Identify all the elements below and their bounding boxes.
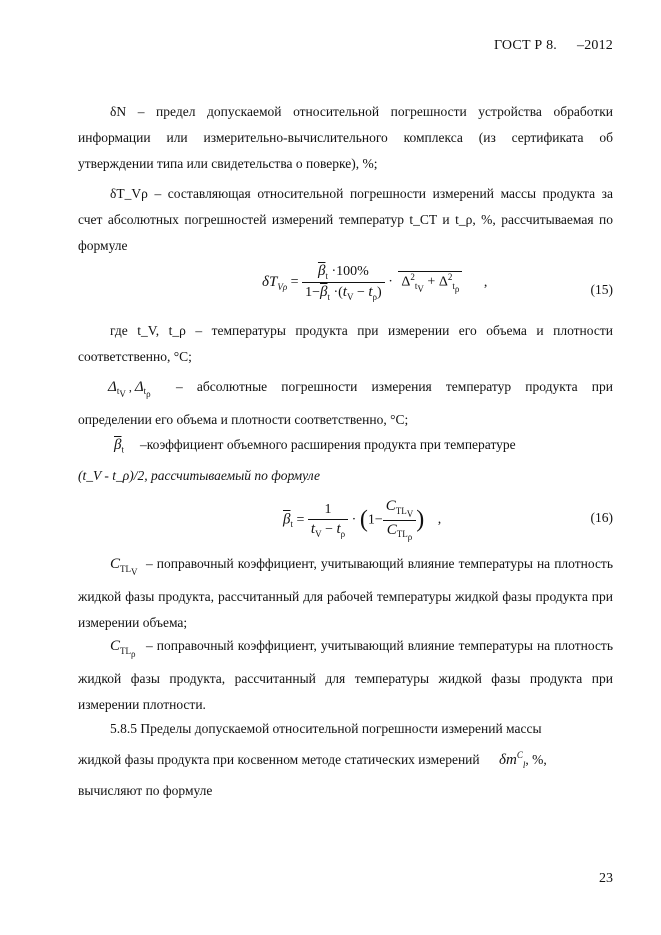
header-year: –2012 xyxy=(577,38,613,53)
paragraph-delta-n: δN – предел допускаемой относительной погрешности устройства обработки информации или измерительно-вычислительного комплекса (из сертификата об утверждении типа или свидетельства о поверке), %; xyxy=(78,104,613,171)
delta-symbols: $\Delta_{t_V}$ , $\Delta_{t_\rho}$ xyxy=(108,379,151,400)
document-header xyxy=(494,38,613,54)
ctlv-symbol: $C_{TL_V}$ xyxy=(110,556,138,577)
paragraph-ctlv: $C_{TL_V}-$ поправочный коэффициент, учитывающий влияние температуры на плотность жидкой фазы продукта, рассчитанный для рабочей температуры жидкой фазы продукта при измерении объема; xyxy=(78,551,613,636)
paragraph-5-8-5: 5.8.5 Пределы допускаемой относительной погрешности измерений массы жидкой фазы продукта при косвенном методе статических измерений $\delta m^C_l$, %, вычисляют по формуле xyxy=(78,721,547,798)
formula-15-number: (15) xyxy=(590,282,613,297)
paragraph-delta-abs: $\Delta_{t_V}$ , $\Delta_{t_\rho}-$ абсолютные погрешности измерения температур продукта при определении его объема и плотности соответственно, °С; xyxy=(78,374,613,433)
paragraph-beta: $\overline{\beta}_t$ –коэффициент объемного расширения продукта при температуре (t_V - t_ρ)/2, рассчитываемый по формуле xyxy=(78,432,613,489)
paragraph-temperatures: где t_V, t_ρ – температуры продукта при измерении его объема и плотности соответственно, °С; xyxy=(78,323,613,364)
beta-symbol: $\overline{\beta}_t$ xyxy=(114,437,124,455)
ctlp-symbol: $C_{TL_\rho}$ xyxy=(110,638,136,659)
paragraph-ctlp: $C_{TL_\rho}-$ поправочный коэффициент, учитывающий влияние температуры на плотность жидкой фазы продукта, рассчитанный для температуры жидкой фазы продукта при измерении плотности. xyxy=(78,633,613,718)
page-number: 23 xyxy=(599,871,613,886)
delta-m-symbol: $\delta m^C_l$ xyxy=(499,750,526,770)
paragraph-delta-t: δT_Vρ – составляющая относительной погрешности измерений массы продукта за счет абсолютных погрешностей измерений температур t_CT и t_ρ, %, рассчитываемая по формуле xyxy=(78,186,613,253)
formula-16: $\overline{\beta}_t$ = $\frac{1}{t_V - t_\rho}$ · (1− $\frac{C_{TL_V}}{C_{TL_\rho}}$ ) , xyxy=(283,498,442,543)
formula-15: $\delta T_{V\rho}$ = $\frac{\overline{\beta}_t \cdot 100\%}{1-\overline{\beta}_t \cdot(t_V - t_\rho)}$ · $\Delta^2_{t_V} + \Delta^2_{t_\rho}$ , xyxy=(262,263,488,302)
formula-16-number: (16) xyxy=(590,510,613,525)
header-standard: ГОСТ Р 8. xyxy=(493,38,557,53)
